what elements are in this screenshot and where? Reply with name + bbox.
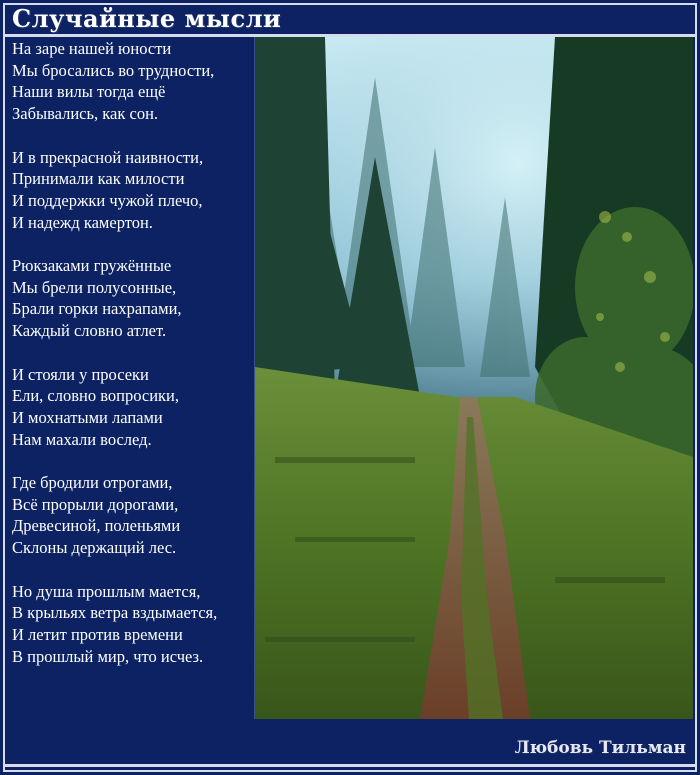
poem-line: Но душа прошлым мается, [12,581,201,601]
poem-line: Брали горки нахрапами, [12,299,182,319]
poem-line: Наши вилы тогда ещё [12,82,166,102]
bottom-divider [5,764,695,767]
poem-line: На заре нашей юности [12,39,172,58]
poem-line: Где бродили отрогами, [12,473,173,492]
poem-line: Каждый словно атлет. [12,321,167,341]
poem-line: Рюкзаками гружённые [12,256,172,275]
poem-line: Мы брели полусонные, [12,277,177,297]
poem-line: Забывались, как сон. [12,104,159,124]
poem-line: В прошлый мир, что исчез. [12,646,204,666]
forest-path-photo [254,37,693,719]
poem-title: Случайные мысли [12,4,282,33]
poem-line: Принимали как милости [12,169,185,189]
stanza [12,38,252,125]
poem-line: И летит против времени [12,624,183,644]
poem-line: И поддержки чужой плечо, [12,190,203,210]
poem-line: Нам махали вослед. [12,429,152,449]
poem-text [12,38,252,689]
poem-line: В крыльях ветра вздымается, [12,603,218,623]
poem-line: И в прекрасной наивности, [12,147,204,167]
poem-line: Всё прорыли дорогами, [12,494,179,514]
poem-line: Мы бросались во трудности, [12,60,215,80]
stanza [12,364,252,451]
stanza [12,472,252,559]
author-name: Любовь Тильман [514,738,686,758]
poem-line: И стояли у просеки [12,364,149,384]
stanza [12,581,252,668]
poem-line: И надежд камертон. [12,212,153,232]
stanza [12,255,252,342]
poem-line: И мохнатыми лапами [12,407,163,427]
poem-line: Склоны держащий лес. [12,538,177,558]
stanza [12,147,252,234]
poem-line: Древесиной, поленьями [12,516,181,536]
poem-line: Ели, словно вопросики, [12,386,179,406]
